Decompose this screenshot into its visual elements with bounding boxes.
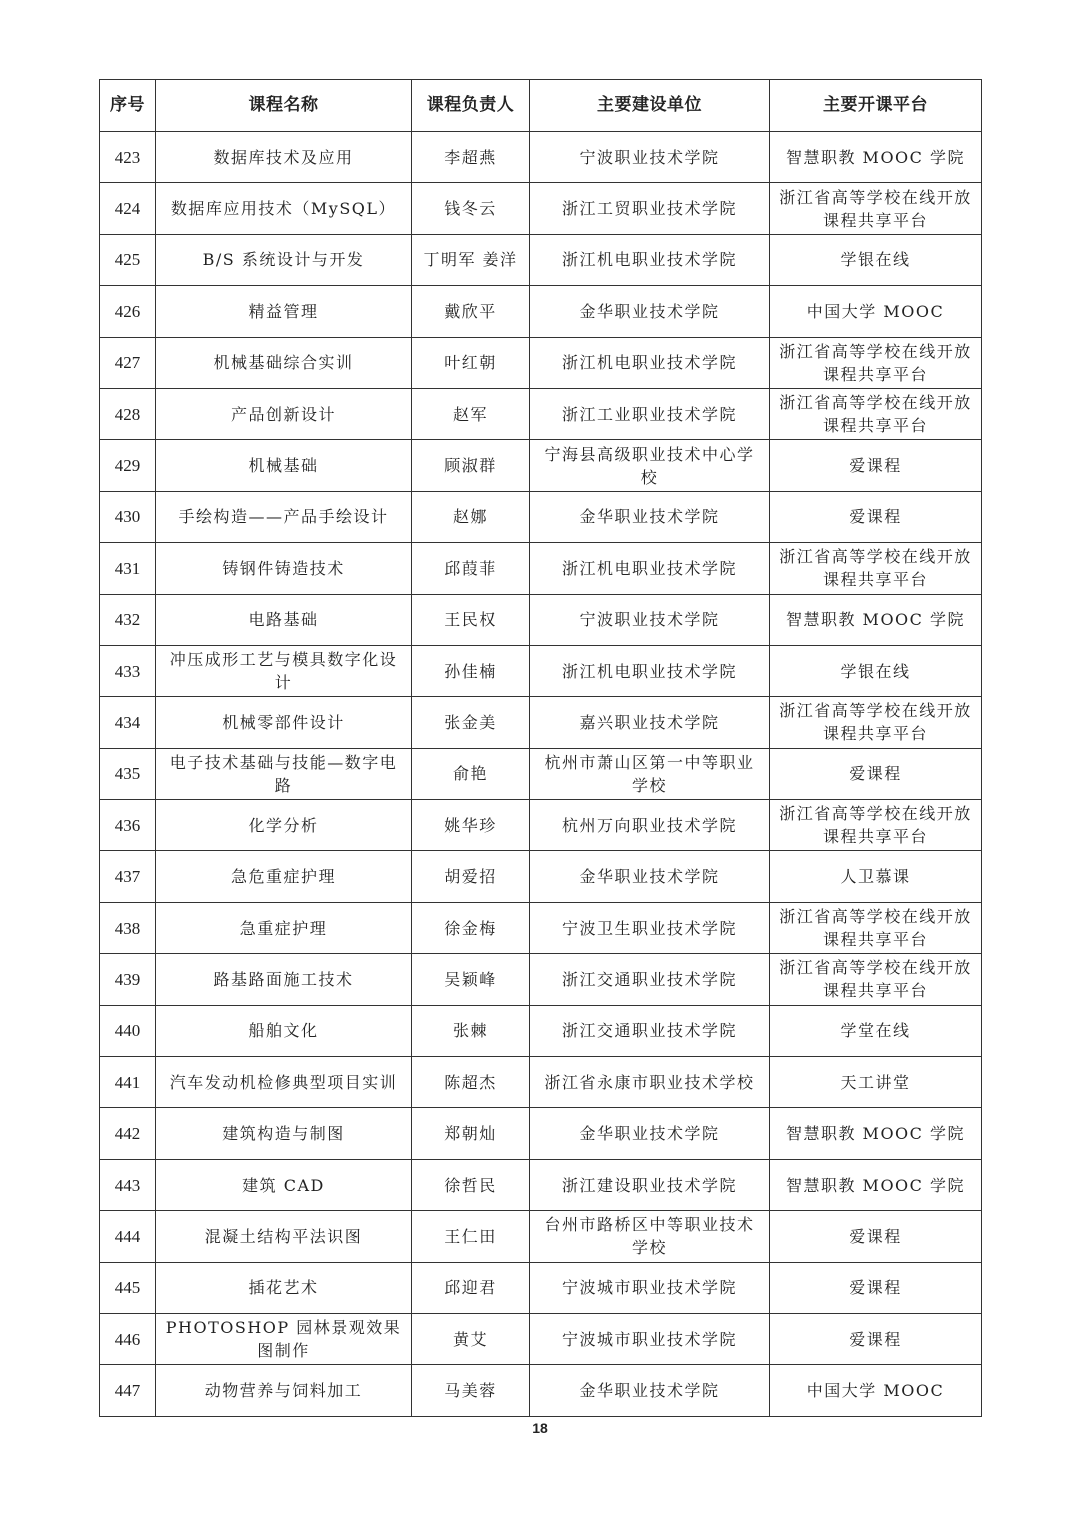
cell-course-name: 汽车发动机检修典型项目实训 xyxy=(156,1057,412,1108)
table-row xyxy=(100,1057,982,1108)
table-row xyxy=(100,645,982,696)
header-platform: 主要开课平台 xyxy=(770,80,982,132)
cell-course-lead: 邱迎君 xyxy=(412,1262,530,1313)
table-row xyxy=(100,697,982,748)
cell-platform: 浙江省高等学校在线开放课程共享平台 xyxy=(770,902,982,953)
table-row xyxy=(100,851,982,902)
cell-course-lead: 俞艳 xyxy=(412,748,530,799)
table-row xyxy=(100,1159,982,1210)
table-row xyxy=(100,800,982,851)
cell-institution: 宁波城市职业技术学院 xyxy=(530,1262,770,1313)
header-serial: 序号 xyxy=(100,80,156,132)
cell-platform: 爱课程 xyxy=(770,1211,982,1262)
cell-institution: 宁波职业技术学院 xyxy=(530,594,770,645)
cell-institution: 宁波城市职业技术学院 xyxy=(530,1313,770,1364)
cell-serial: 440 xyxy=(100,1005,156,1056)
cell-course-lead: 邱葭菲 xyxy=(412,543,530,594)
cell-serial: 434 xyxy=(100,697,156,748)
table-row xyxy=(100,594,982,645)
cell-platform: 智慧职教 MOOC 学院 xyxy=(770,594,982,645)
cell-serial: 447 xyxy=(100,1365,156,1416)
cell-platform: 学银在线 xyxy=(770,234,982,285)
header-course-name: 课程名称 xyxy=(156,80,412,132)
cell-platform: 学银在线 xyxy=(770,645,982,696)
table-row xyxy=(100,132,982,183)
cell-platform: 智慧职教 MOOC 学院 xyxy=(770,132,982,183)
cell-serial: 438 xyxy=(100,902,156,953)
cell-course-name: 产品创新设计 xyxy=(156,388,412,439)
cell-institution: 浙江建设职业技术学院 xyxy=(530,1159,770,1210)
table-row xyxy=(100,1005,982,1056)
cell-course-name: PHOTOSHOP 园林景观效果图制作 xyxy=(156,1313,412,1364)
cell-course-lead: 胡爱招 xyxy=(412,851,530,902)
cell-institution: 嘉兴职业技术学院 xyxy=(530,697,770,748)
cell-platform: 爱课程 xyxy=(770,1313,982,1364)
cell-institution: 杭州万向职业技术学院 xyxy=(530,800,770,851)
cell-course-name: 精益管理 xyxy=(156,286,412,337)
cell-platform: 天工讲堂 xyxy=(770,1057,982,1108)
page-number: 18 xyxy=(532,1420,548,1436)
cell-course-name: 冲压成形工艺与模具数字化设计 xyxy=(156,645,412,696)
cell-course-lead: 王民权 xyxy=(412,594,530,645)
cell-course-lead: 吴颖峰 xyxy=(412,954,530,1005)
cell-platform: 人卫慕课 xyxy=(770,851,982,902)
cell-course-name: 电路基础 xyxy=(156,594,412,645)
cell-serial: 432 xyxy=(100,594,156,645)
cell-course-lead: 赵军 xyxy=(412,388,530,439)
cell-course-lead: 黄艾 xyxy=(412,1313,530,1364)
cell-platform: 爱课程 xyxy=(770,491,982,542)
cell-institution: 浙江机电职业技术学院 xyxy=(530,337,770,388)
cell-serial: 446 xyxy=(100,1313,156,1364)
cell-serial: 443 xyxy=(100,1159,156,1210)
cell-course-name: 动物营养与饲料加工 xyxy=(156,1365,412,1416)
cell-institution: 金华职业技术学院 xyxy=(530,286,770,337)
header-row xyxy=(100,80,982,132)
cell-platform: 爱课程 xyxy=(770,440,982,491)
header-course-lead: 课程负责人 xyxy=(412,80,530,132)
cell-serial: 445 xyxy=(100,1262,156,1313)
table-row xyxy=(100,234,982,285)
cell-platform: 智慧职教 MOOC 学院 xyxy=(770,1159,982,1210)
cell-platform: 爱课程 xyxy=(770,1262,982,1313)
table-row xyxy=(100,337,982,388)
cell-course-name: 急危重症护理 xyxy=(156,851,412,902)
cell-serial: 430 xyxy=(100,491,156,542)
cell-platform: 浙江省高等学校在线开放课程共享平台 xyxy=(770,543,982,594)
cell-institution: 浙江工贸职业技术学院 xyxy=(530,183,770,234)
cell-institution: 金华职业技术学院 xyxy=(530,851,770,902)
cell-serial: 436 xyxy=(100,800,156,851)
table-row xyxy=(100,183,982,234)
cell-course-lead: 戴欣平 xyxy=(412,286,530,337)
cell-serial: 444 xyxy=(100,1211,156,1262)
cell-course-name: 插花艺术 xyxy=(156,1262,412,1313)
cell-course-name: 建筑构造与制图 xyxy=(156,1108,412,1159)
table-row xyxy=(100,1108,982,1159)
cell-course-name: 路基路面施工技术 xyxy=(156,954,412,1005)
cell-institution: 金华职业技术学院 xyxy=(530,491,770,542)
cell-course-name: 数据库技术及应用 xyxy=(156,132,412,183)
table-row xyxy=(100,748,982,799)
table-row xyxy=(100,1313,982,1364)
cell-course-name: 船舶文化 xyxy=(156,1005,412,1056)
cell-course-name: 手绘构造——产品手绘设计 xyxy=(156,491,412,542)
course-table xyxy=(99,79,982,1417)
table-row xyxy=(100,1262,982,1313)
cell-institution: 浙江交通职业技术学院 xyxy=(530,1005,770,1056)
cell-course-lead: 徐哲民 xyxy=(412,1159,530,1210)
cell-institution: 浙江机电职业技术学院 xyxy=(530,234,770,285)
cell-serial: 435 xyxy=(100,748,156,799)
cell-course-lead: 马美蓉 xyxy=(412,1365,530,1416)
cell-serial: 424 xyxy=(100,183,156,234)
cell-institution: 宁波职业技术学院 xyxy=(530,132,770,183)
cell-course-lead: 叶红朝 xyxy=(412,337,530,388)
cell-institution: 杭州市萧山区第一中等职业学校 xyxy=(530,748,770,799)
table-row xyxy=(100,440,982,491)
cell-course-lead: 钱冬云 xyxy=(412,183,530,234)
cell-platform: 浙江省高等学校在线开放课程共享平台 xyxy=(770,697,982,748)
cell-serial: 427 xyxy=(100,337,156,388)
cell-platform: 浙江省高等学校在线开放课程共享平台 xyxy=(770,183,982,234)
cell-institution: 浙江机电职业技术学院 xyxy=(530,645,770,696)
cell-course-lead: 王仁田 xyxy=(412,1211,530,1262)
cell-course-name: 建筑 CAD xyxy=(156,1159,412,1210)
cell-course-name: 电子技术基础与技能—数字电路 xyxy=(156,748,412,799)
cell-course-lead: 张金美 xyxy=(412,697,530,748)
table-body xyxy=(100,132,982,1417)
cell-course-name: 数据库应用技术（MySQL） xyxy=(156,183,412,234)
cell-course-name: 机械基础 xyxy=(156,440,412,491)
cell-course-name: 机械零部件设计 xyxy=(156,697,412,748)
cell-serial: 425 xyxy=(100,234,156,285)
cell-institution: 宁海县高级职业技术中心学校 xyxy=(530,440,770,491)
cell-institution: 金华职业技术学院 xyxy=(530,1108,770,1159)
cell-institution: 浙江省永康市职业技术学校 xyxy=(530,1057,770,1108)
cell-course-lead: 李超燕 xyxy=(412,132,530,183)
cell-institution: 浙江交通职业技术学院 xyxy=(530,954,770,1005)
cell-course-lead: 陈超杰 xyxy=(412,1057,530,1108)
cell-platform: 浙江省高等学校在线开放课程共享平台 xyxy=(770,388,982,439)
cell-platform: 智慧职教 MOOC 学院 xyxy=(770,1108,982,1159)
table-row xyxy=(100,954,982,1005)
cell-serial: 431 xyxy=(100,543,156,594)
table-row xyxy=(100,1365,982,1416)
cell-serial: 441 xyxy=(100,1057,156,1108)
cell-course-name: B/S 系统设计与开发 xyxy=(156,234,412,285)
table-row xyxy=(100,1211,982,1262)
header-institution: 主要建设单位 xyxy=(530,80,770,132)
cell-course-name: 化学分析 xyxy=(156,800,412,851)
cell-platform: 爱课程 xyxy=(770,748,982,799)
cell-institution: 浙江机电职业技术学院 xyxy=(530,543,770,594)
cell-serial: 442 xyxy=(100,1108,156,1159)
table-row xyxy=(100,388,982,439)
cell-course-lead: 顾淑群 xyxy=(412,440,530,491)
cell-platform: 浙江省高等学校在线开放课程共享平台 xyxy=(770,337,982,388)
cell-institution: 台州市路桥区中等职业技术学校 xyxy=(530,1211,770,1262)
cell-institution: 金华职业技术学院 xyxy=(530,1365,770,1416)
cell-platform: 学堂在线 xyxy=(770,1005,982,1056)
cell-institution: 浙江工业职业技术学院 xyxy=(530,388,770,439)
cell-course-name: 急重症护理 xyxy=(156,902,412,953)
cell-course-lead: 孙佳楠 xyxy=(412,645,530,696)
cell-platform: 浙江省高等学校在线开放课程共享平台 xyxy=(770,954,982,1005)
table-row xyxy=(100,543,982,594)
table-row xyxy=(100,491,982,542)
table-row xyxy=(100,902,982,953)
cell-course-lead: 丁明军 姜洋 xyxy=(412,234,530,285)
cell-institution: 宁波卫生职业技术学院 xyxy=(530,902,770,953)
table-row xyxy=(100,286,982,337)
cell-course-name: 机械基础综合实训 xyxy=(156,337,412,388)
cell-serial: 426 xyxy=(100,286,156,337)
cell-course-lead: 张棘 xyxy=(412,1005,530,1056)
cell-serial: 428 xyxy=(100,388,156,439)
cell-serial: 429 xyxy=(100,440,156,491)
cell-course-lead: 赵娜 xyxy=(412,491,530,542)
cell-serial: 423 xyxy=(100,132,156,183)
cell-course-lead: 徐金梅 xyxy=(412,902,530,953)
cell-course-name: 混凝土结构平法识图 xyxy=(156,1211,412,1262)
cell-serial: 439 xyxy=(100,954,156,1005)
cell-platform: 中国大学 MOOC xyxy=(770,1365,982,1416)
cell-course-lead: 姚华珍 xyxy=(412,800,530,851)
cell-course-lead: 郑朝灿 xyxy=(412,1108,530,1159)
cell-serial: 437 xyxy=(100,851,156,902)
cell-course-name: 铸钢件铸造技术 xyxy=(156,543,412,594)
cell-serial: 433 xyxy=(100,645,156,696)
cell-platform: 中国大学 MOOC xyxy=(770,286,982,337)
cell-platform: 浙江省高等学校在线开放课程共享平台 xyxy=(770,800,982,851)
